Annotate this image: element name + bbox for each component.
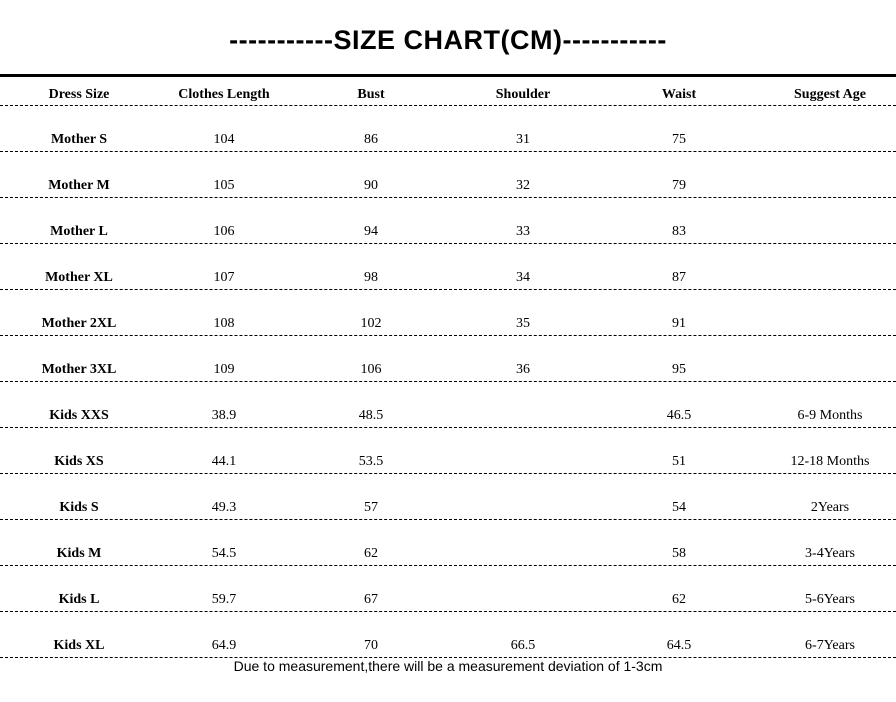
waist-cell: 91 [672,316,686,331]
dress-size-cell: Mother S [50,132,108,147]
clothes-length-cell: 105 [213,178,235,193]
table-body [0,106,896,658]
dress-size-cell: Mother XL [45,270,113,285]
header-clothes-length: Clothes Length [178,87,270,102]
suggest-age-cell: 6-7Years [805,638,855,653]
bust-cell: 48.5 [358,408,384,423]
table-header-row [0,78,896,106]
dress-size-cell: Mother L [50,224,108,239]
bust-cell: 67 [364,592,378,607]
waist-cell: 64.5 [666,638,692,653]
waist-cell: 95 [672,362,686,377]
waist-cell: 87 [672,270,686,285]
shoulder-cell: 36 [516,362,530,377]
table-row [0,428,896,474]
table-row [0,520,896,566]
header-waist: Waist [661,87,697,102]
dress-size-cell: Kids XXS [49,408,109,423]
clothes-length-cell: 44.1 [211,454,237,469]
title-divider [0,74,896,77]
suggest-age-cell: 6-9 Months [797,408,863,423]
shoulder-cell: 32 [516,178,530,193]
bust-cell: 106 [360,362,382,377]
waist-cell: 83 [672,224,686,239]
page-title: -----------SIZE CHART(CM)----------- [229,25,667,55]
dress-size-cell: Kids M [56,546,102,561]
dress-size-cell: Mother M [48,178,110,193]
waist-cell: 58 [672,546,686,561]
table-row [0,612,896,658]
header-shoulder: Shoulder [495,87,551,102]
dress-size-cell: Kids XS [54,454,104,469]
clothes-length-cell: 59.7 [211,592,237,607]
table-row [0,152,896,198]
dress-size-cell: Kids S [59,500,99,515]
clothes-length-cell: 64.9 [211,638,237,653]
clothes-length-cell: 38.9 [211,408,237,423]
bust-cell: 94 [364,224,378,239]
waist-cell: 54 [672,500,686,515]
bust-cell: 98 [364,270,378,285]
bust-cell: 86 [364,132,378,147]
measurement-note: Due to measurement,there will be a measurement deviation of 1-3cm [233,658,663,674]
bust-cell: 62 [364,546,378,561]
waist-cell: 51 [672,454,686,469]
table-row [0,106,896,152]
table-row [0,382,896,428]
shoulder-cell: 34 [516,270,530,285]
waist-cell: 75 [672,132,686,147]
clothes-length-cell: 54.5 [211,546,237,561]
bust-cell: 53.5 [358,454,384,469]
shoulder-cell: 66.5 [510,638,536,653]
table-row [0,290,896,336]
header-suggest-age: Suggest Age [794,87,866,102]
table-row [0,198,896,244]
suggest-age-cell: 12-18 Months [790,454,870,469]
bust-cell: 57 [364,500,378,515]
shoulder-cell: 31 [516,132,530,147]
clothes-length-cell: 109 [213,362,235,377]
dress-size-cell: Mother 2XL [41,316,117,331]
bust-cell: 90 [364,178,378,193]
table-row [0,336,896,382]
table-row [0,474,896,520]
shoulder-cell: 33 [516,224,530,239]
waist-cell: 79 [672,178,686,193]
table-row [0,566,896,612]
shoulder-cell: 35 [516,316,530,331]
waist-cell: 46.5 [666,408,692,423]
suggest-age-cell: 5-6Years [805,592,855,607]
table-row [0,244,896,290]
header-bust: Bust [357,87,385,102]
size-chart-table [0,78,896,658]
waist-cell: 62 [672,592,686,607]
clothes-length-cell: 107 [213,270,235,285]
suggest-age-cell: 2Years [810,500,850,515]
clothes-length-cell: 104 [213,132,235,147]
header-dress-size: Dress Size [48,87,110,102]
dress-size-cell: Kids XL [53,638,105,653]
dress-size-cell: Kids L [58,592,100,607]
clothes-length-cell: 108 [213,316,235,331]
bust-cell: 102 [360,316,382,331]
bust-cell: 70 [364,638,378,653]
clothes-length-cell: 106 [213,224,235,239]
suggest-age-cell: 3-4Years [805,546,855,561]
dress-size-cell: Mother 3XL [41,362,117,377]
clothes-length-cell: 49.3 [211,500,237,515]
